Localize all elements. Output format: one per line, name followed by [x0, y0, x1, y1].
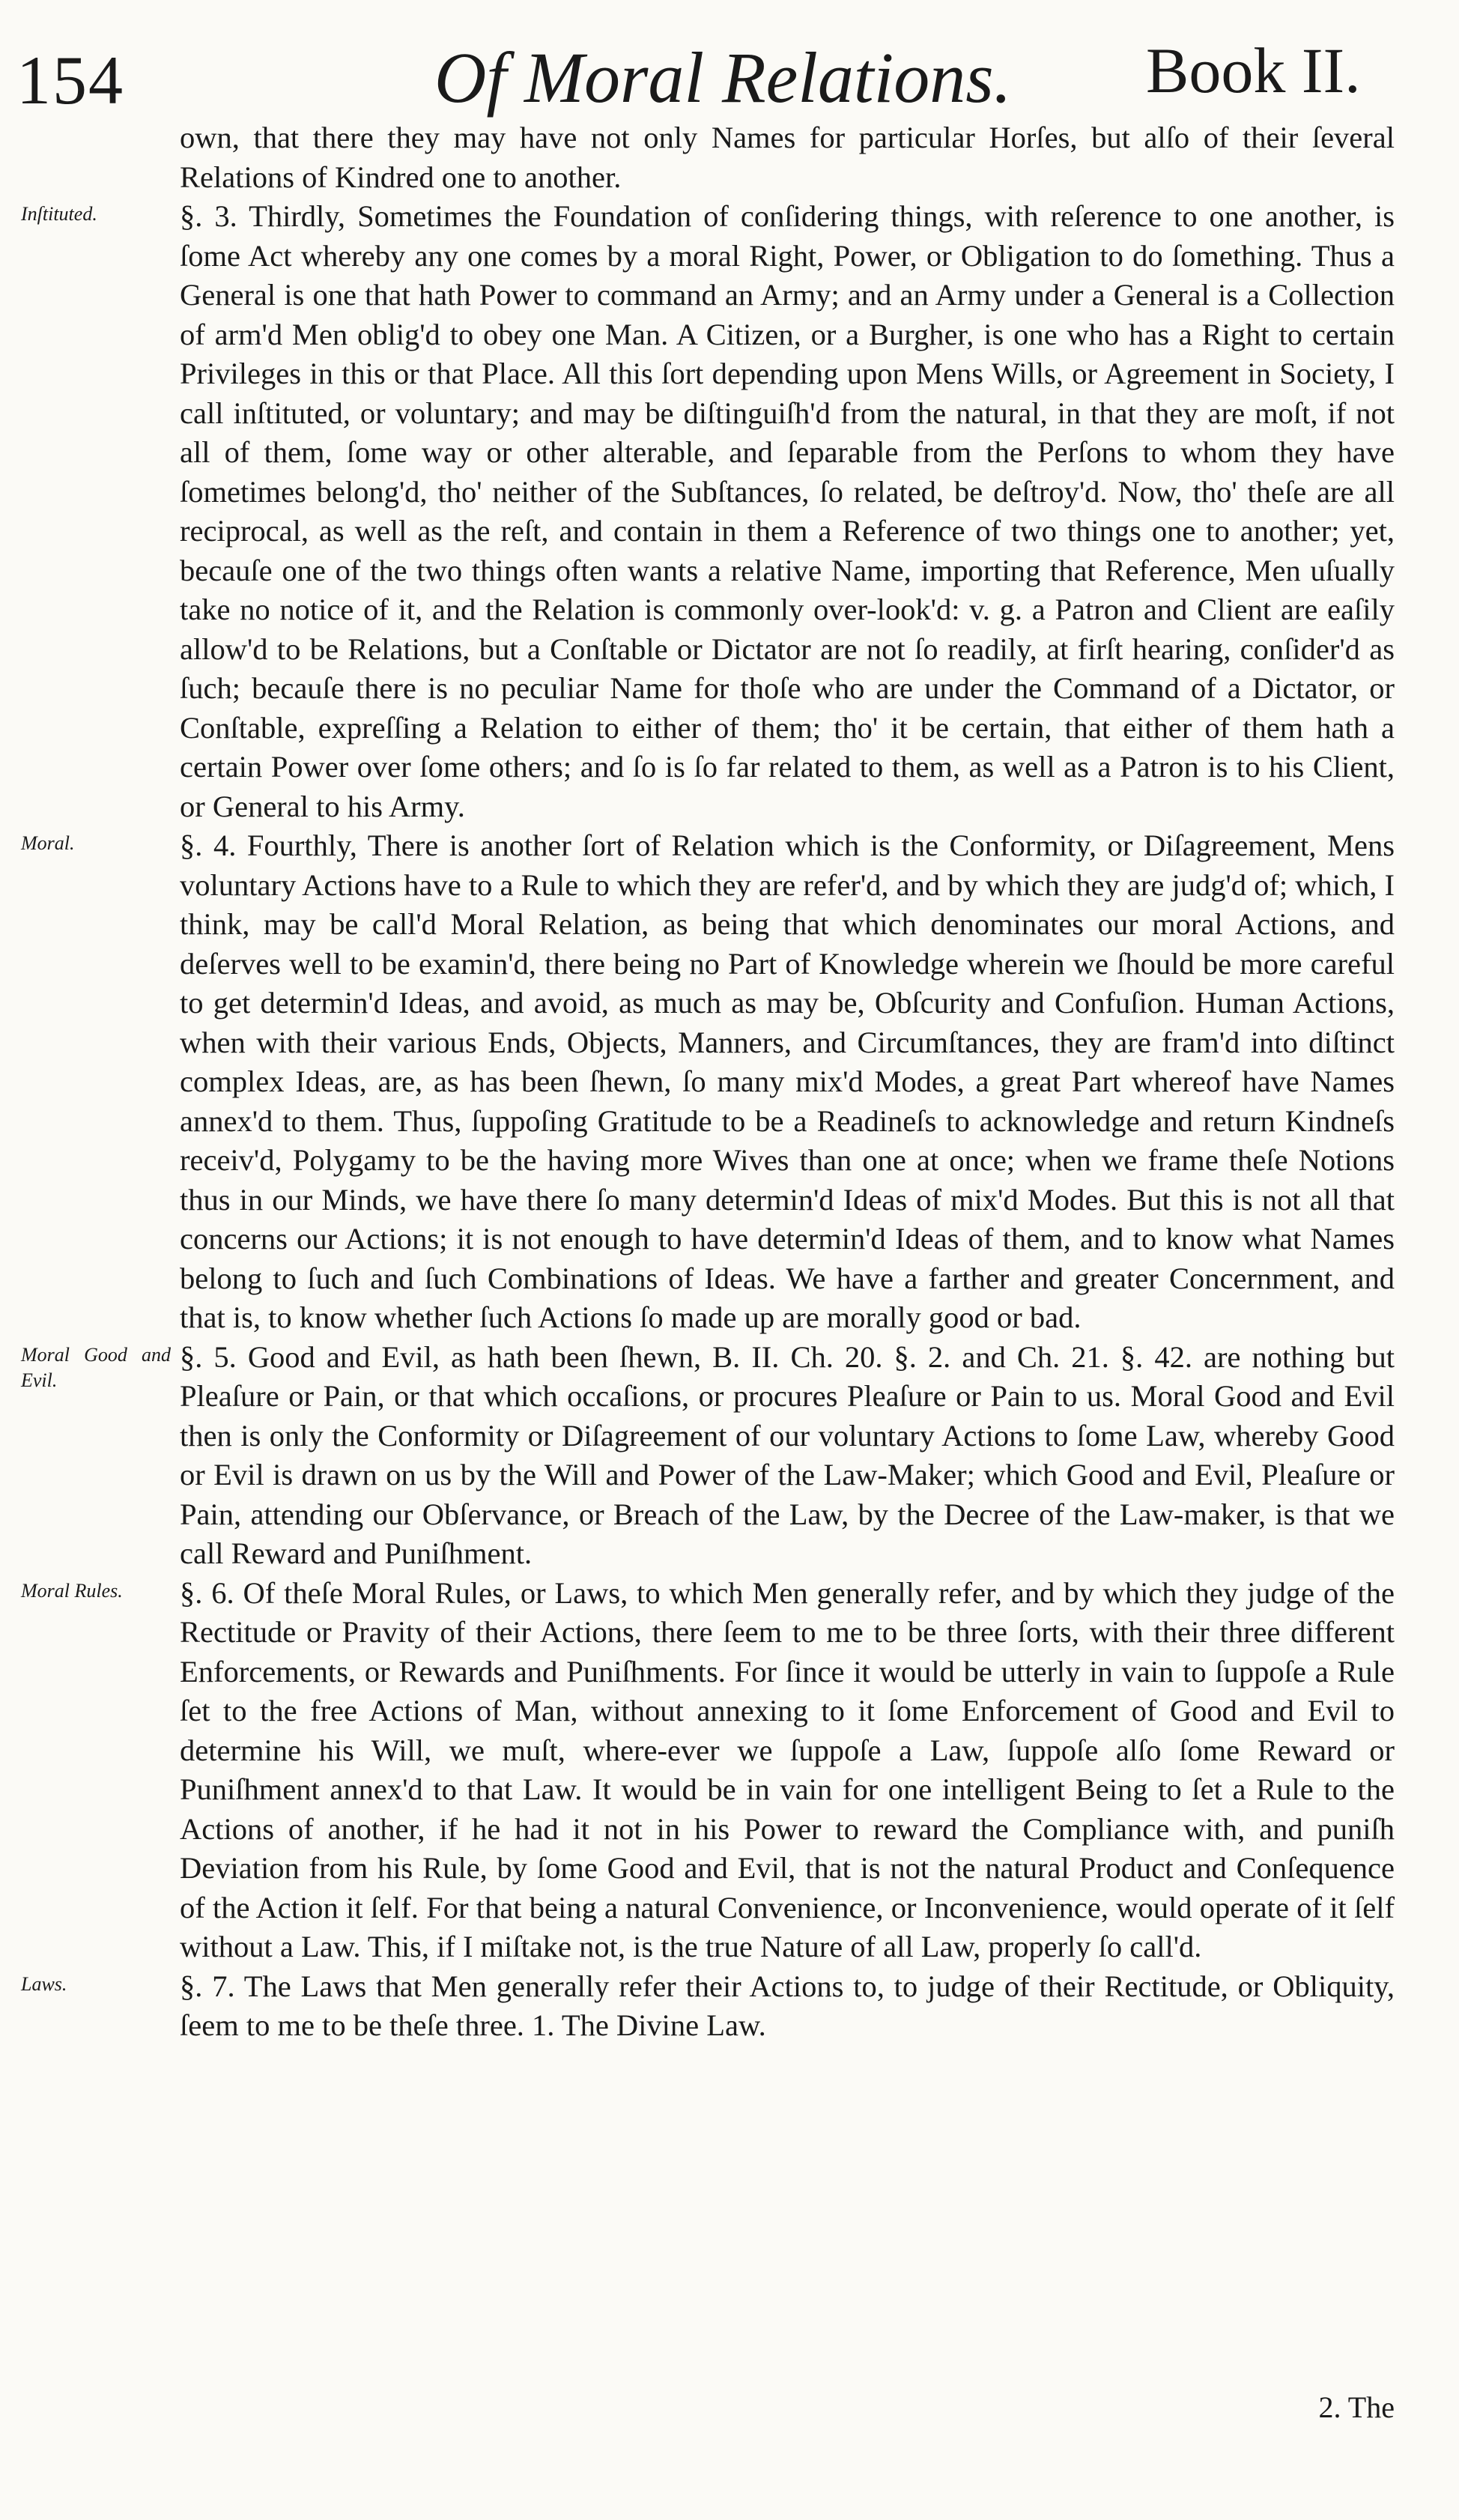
paragraph-text: own, that there they may have not only Names for particular Horſes, but alſo of their ſeveral Relations of Kindred one to another.: [180, 121, 1395, 194]
paragraph-section-7: [21, 1967, 1395, 2046]
paragraph-text: §. 7. The Laws that Men generally refer their Actions to, to judge of their Rectitude, or Obliquity, ſeem to me to be theſe three. 1. The Divine Law.: [180, 1969, 1395, 2042]
page-body: [21, 118, 1395, 2046]
paragraph-text: §. 3. Thirdly, Sometimes the Foundation of conſidering things, with reſerence to one another, is ſome Act whereby any one comes by a moral Right, Power, or Obligation to do ſomething. Thus a General is one that hath Power to command an Army; and an Army under a General is a Collection of arm'd Men oblig'd to obey one Man. A Citizen, or a Burgher, is one who has a Right to certain Privileges in this or that Place. All this ſort depending upon Mens Wills, or Agreement in Society, I call inſtituted, or voluntary; and may be diſtinguiſh'd from the natural, in that they are moſt, if not all of them, ſome way or other alterable, and ſeparable from the Perſons to whom they have ſometimes belong'd, tho' neither of the Subſtances, ſo related, be deſtroy'd. Now, tho' theſe are all reciprocal, as well as the reſt, and contain in them a Reference of two things one to another; yet, becauſe one of the two things often wants a relative Name, importing that Reference, Men uſually take no notice of it, and the Relation is commonly over-look'd: v. g. a Patron and Client are eaſily allow'd to be Relations, but a Conſtable or Dictator are not ſo readily, at firſt hearing, conſider'd as ſuch; becauſe there is no peculiar Name for thoſe who are under the Command of a Dictator, or Conſtable, expreſſing a Relation to either of them; tho' it be certain, that either of them hath a certain Power over ſome others; and ſo is ſo far related to them, as well as a Patron is to his Client, or General to his Army.: [180, 199, 1395, 823]
paragraph-text: §. 6. Of theſe Moral Rules, or Laws, to which Men generally refer, and by which they judge of the Rectitude or Pravity of their Actions, there ſeem to me to be three ſorts, with their three different Enforcements, or Rewards and Puniſhments. For ſince it would be utterly in vain to ſuppoſe a Rule ſet to the free Actions of Man, without annexing to it ſome Enforcement of Good and Evil to determine his Will, we muſt, where-ever we ſuppoſe a Law, ſuppoſe alſo ſome Reward or Puniſhment annex'd to that Law. It would be in vain for one intelligent Being to ſet a Rule to the Actions of another, if he had it not in his Power to reward the Compliance with, and puniſh Deviation from his Rule, by ſome Good and Evil, that is not the natural Product and Conſequence of the Action it ſelf. For that being a natural Convenience, or Inconvenience, would operate of it ſelf without a Law. This, if I miſtake not, is the true Nature of all Law, properly ſo call'd.: [180, 1575, 1395, 1963]
paragraph-text: §. 4. Fourthly, There is another ſort of Relation which is the Conformity, or Diſagreement, Mens voluntary Actions have to a Rule to which they are refer'd, and by which they are judg'd of; which, I think, may be call'd Moral Relation, as being that which denominates our moral Actions, and deſerves well to be examin'd, there being no Part of Knowledge wherein we ſhould be more careful to get determin'd Ideas, and avoid, as much as may be, Obſcurity and Confuſion. Human Actions, when with their various Ends, Objects, Manners, and Circumſtances, they are fram'd into diſtinct complex Ideas, are, as has been ſhewn, ſo many mix'd Modes, a great Part whereof have Names annex'd to them. Thus, ſuppoſing Gratitude to be a Readineſs to acknowledge and return Kindneſs receiv'd, Polygamy to be the having more Wives than one at once; when we frame theſe Notions thus in our Minds, we have there ſo many determin'd Ideas of mix'd Modes. But this is not all that concerns our Actions; it is not enough to have determin'd Ideas of them, and to know what Names belong to ſuch and ſuch Combinations of Ideas. We have a farther and greater Concernment, and that is, to know whether ſuch Actions ſo made up are morally good or bad.: [180, 829, 1395, 1334]
margin-note: Moral Good and Evil.: [21, 1343, 171, 1391]
running-title: Of Moral Relations.: [434, 37, 1012, 118]
margin-note: Inſtituted.: [21, 203, 97, 225]
paragraph-section-6: [21, 1574, 1395, 1967]
margin-note: Laws.: [21, 1972, 67, 1995]
paragraph-continuation: [180, 118, 1395, 197]
paragraph-section-5: [21, 1338, 1395, 1574]
margin-note: Moral Rules.: [21, 1579, 123, 1602]
paragraph-text: §. 5. Good and Evil, as hath been ſhewn, B. II. Ch. 20. §. 2. and Ch. 21. §. 42. are nothing but Pleaſure or Pain, or that which occaſions, or procures Pleaſure or Pain to us. Moral Good and Evil then is only the Conformity or Diſagreement of our voluntary Actions to ſome Law, whereby Good or Evil is drawn on us by the Will and Power of the Law-Maker; which Good and Evil, Pleaſure or Pain, attending our Obſervance, or Breach of the Law, by the Decree of the Law-maker, is that we call Reward and Puniſhment.: [180, 1339, 1395, 1570]
margin-note: Moral.: [21, 832, 75, 854]
book-label: Book II.: [1146, 34, 1361, 106]
page-header: [0, 25, 1459, 123]
paragraph-section-3: [21, 197, 1395, 826]
catchword: 2. The: [1318, 2390, 1395, 2424]
paragraph-section-4: [21, 826, 1395, 1338]
page-number: 154: [16, 42, 124, 118]
